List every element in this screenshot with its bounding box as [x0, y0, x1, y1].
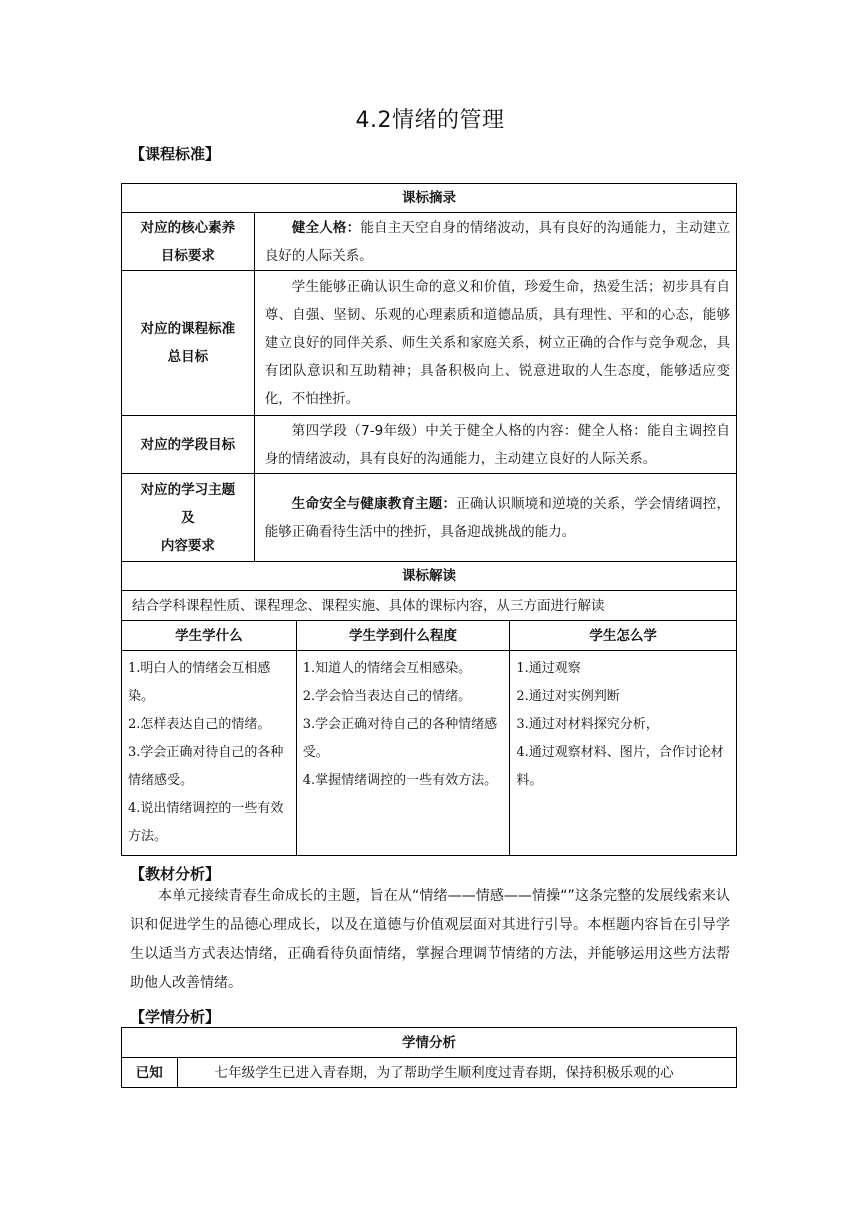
row-content: 生命安全与健康教育主题：正确认识顺境和逆境的关系，学会情绪调控，能够正确看待生活中的挫折，具备迎战挑战的能力。 [254, 474, 736, 562]
column-header: 学生学到什么程度 [296, 621, 510, 651]
table-header-student: 学情分析 [122, 1028, 737, 1058]
row-content: 健全人格：能自主天空自身的情绪波动，具有良好的沟通能力，主动建立良好的人际关系。 [254, 213, 736, 271]
page-title: 4.2情绪的管理 [355, 108, 505, 133]
what-students-learn: 1.明白人的情绪会互相感染。 2.怎样表达自己的情绪。 3.学会正确对待自己的各种情绪感受。 4.说出情绪调控的一些有效方法。 [122, 651, 297, 856]
section-heading-student: 【学情分析】 [130, 1008, 221, 1026]
row-label: 对应的核心素养 目标要求 [122, 213, 255, 271]
column-header: 学生怎么学 [510, 621, 737, 651]
row-label: 对应的课程标准 总目标 [122, 271, 255, 416]
interpretation-text: 结合学科课程性质、课程理念、课程实施、具体的课标内容，从三方面进行解读 [122, 591, 737, 621]
row-content: 学生能够正确认识生命的意义和价值，珍爱生命，热爱生活；初步具有自尊、自强、坚韧、乐观的心理素质和道德品质，具有理性、平和的心态，能够建立良好的同伴关系、师生关系和家庭关系，树立正确的合作与竞争观念，具有团队意识和互助精神；具备积极向上、锐意进取的人生态度，能够适应变化，不怕挫折。 [254, 271, 736, 416]
row-content: 第四学段（7-9年级）中关于健全人格的内容：健全人格：能自主调控自身的情绪波动，具有良好的沟通能力，主动建立良好的人际关系。 [254, 416, 736, 474]
material-analysis-paragraph: 本单元接续青春生命成长的主题，旨在从“情绪——情感——情操“”这条完整的发展线索来认识和促进学生的品德心理成长，以及在道德与价值观层面对其进行引导。本框题内容旨在引导学生以适当方式表达情绪，正确看待负面情绪，掌握合理调节情绪的方法，并能够运用这些方法帮助他人改善情绪。 [130, 888, 730, 991]
known-text: 七年级学生已进入青春期，为了帮助学生顺利度过青春期，保持积极乐观的心 [177, 1058, 736, 1088]
row-label: 对应的学段目标 [122, 416, 255, 474]
row-label-known: 已知 [122, 1058, 178, 1088]
how-students-learn: 1.通过观察 2.通过对实例判断 3.通过对材料探究分析， 4.通过观察材料、图片，合作讨论材料。 [510, 651, 737, 856]
section-heading-standard: 【课程标准】 [130, 145, 221, 163]
row-label: 对应的学习主题 及 内容要求 [122, 474, 255, 562]
column-header: 学生学什么 [122, 621, 297, 651]
section-heading-material: 【教材分析】 [130, 865, 221, 883]
learning-level: 1.知道人的情绪会互相感染。 2.学会恰当表达自己的情绪。 3.学会正确对待自己的各种情绪感受。 4.掌握情绪调控的一些有效方法。 [296, 651, 510, 856]
table-header-excerpt: 课标摘录 [122, 184, 737, 213]
table-header-interpretation: 课标解读 [122, 562, 737, 591]
standard-table [121, 183, 737, 856]
student-analysis-table [121, 1027, 737, 1088]
